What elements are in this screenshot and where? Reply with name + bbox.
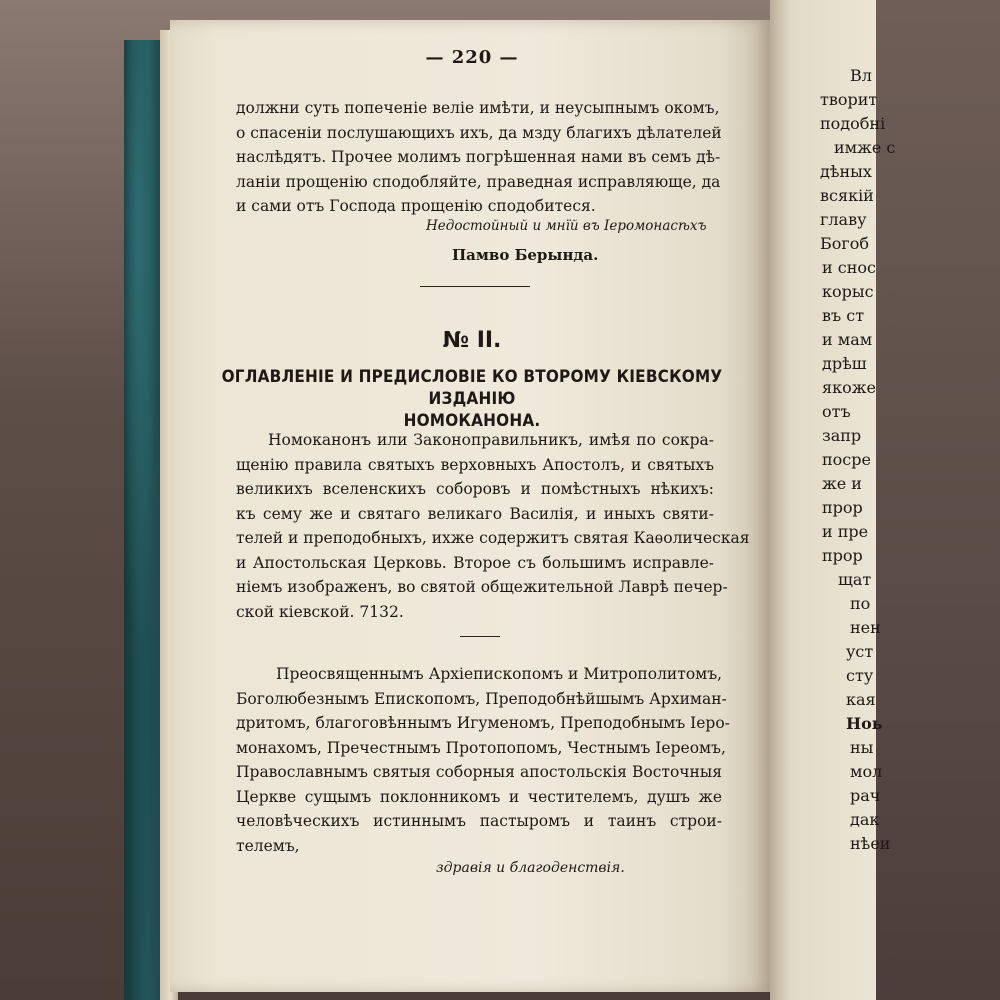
divider: [420, 286, 530, 287]
text-line: Преосвященнымъ Архіепископомъ и Митрополитомъ,: [276, 665, 722, 683]
section-title-line: НОМОКАНОНА.: [403, 411, 541, 431]
text-line: Церкве сущымъ поклонникомъ и честитeлемъ, душъ же: [236, 787, 722, 806]
fragment: Богоб: [820, 234, 870, 253]
text-line: Номоканонъ или Законоправильникъ, имѣя по сокра-: [268, 431, 714, 449]
text-line: монахомъ, Пречестнымъ Протопопомъ, Честнымъ Іереомъ,: [236, 738, 726, 757]
fragment: дрѣш: [822, 354, 867, 373]
fragment: дак: [850, 810, 880, 829]
fragment: прор: [822, 498, 863, 517]
text-line: ской кіевской. 7132.: [236, 602, 404, 621]
text-line: великихъ вселенскихъ соборовъ и помѣстныхъ нѣкихъ:: [236, 480, 714, 498]
fragment: подобні: [820, 114, 886, 133]
fragment: прор: [822, 546, 863, 565]
fragment: же и: [822, 474, 862, 493]
text-line: ніемъ изображенъ, во святой общежительной Лаврѣ печер-: [236, 578, 728, 596]
right-page-fragments: [820, 64, 896, 856]
text-line: человѣческихъ истиннымъ пастыромъ и таинъ строи-: [236, 812, 722, 830]
fragment: дѣных: [820, 162, 872, 181]
fragment: запр: [822, 426, 862, 445]
text-line: наслѣдятъ. Прочее молимъ погрѣшенная нами въ семъ дѣ-: [236, 148, 721, 166]
fragment: щат: [838, 570, 872, 589]
fragment: мол: [850, 762, 883, 781]
text-line: телемъ,: [236, 836, 300, 855]
section-title: [198, 366, 746, 432]
fragment: отъ: [822, 402, 851, 421]
text-line: о спасеніи послушающихъ ихъ, да мзду благихъ дѣлателей: [236, 123, 722, 142]
fragment: якоже: [822, 378, 876, 397]
fragment: главу: [820, 210, 867, 229]
fragment: посре: [822, 450, 871, 469]
fragment: Вл: [850, 66, 872, 85]
text-line: ланіи прощенію сподобляйте, праведная исправляюще, да: [236, 172, 721, 191]
paragraph-nomocanon: [236, 428, 750, 624]
divider-short: [460, 636, 500, 637]
fragment: сту: [846, 666, 874, 685]
text-line: и сами отъ Господа прощенію сподобитеся.: [236, 197, 596, 215]
fragment: всякій: [820, 186, 874, 205]
signature-name: Памво Берында.: [452, 246, 599, 264]
fragment: нѣеи: [850, 834, 891, 853]
paragraph-preface-end: [236, 96, 722, 219]
fragment: Ноь: [846, 714, 883, 733]
fragment: и снос: [822, 258, 876, 277]
text-line: Православнымъ святыя соборныя апостольскія Восточныя: [236, 763, 722, 781]
fragment: ны: [850, 738, 874, 757]
fragment: кая: [846, 690, 876, 709]
text-line: должни суть попеченіе веліе имѣти, и неусыпнымъ окомъ,: [236, 99, 720, 117]
fragment: по: [850, 594, 871, 613]
fragment: творит: [820, 90, 878, 109]
text-line: дритомъ, благоговѣннымъ Игуменомъ, Преподобнымъ Іеро-: [236, 714, 730, 732]
text-line: щенію правила святыхъ верховныхъ Апостолъ, и святыхъ: [236, 455, 714, 474]
section-number: № II.: [442, 328, 502, 353]
signature-line: Недостойный и мнїй въ Іеромонасѣхъ: [426, 218, 707, 234]
page-number: — 220 —: [425, 47, 519, 68]
text-line: и Апостольская Церковь. Второе съ большимъ исправле-: [236, 553, 714, 572]
fragment: уст: [846, 642, 874, 661]
fragment: рач: [850, 786, 881, 805]
left-page-text: [198, 40, 750, 876]
text-line: телей и преподобныхъ, ихже содержитъ святая Каѳолическая: [236, 529, 750, 547]
fragment: имже с: [834, 138, 896, 157]
text-line: Боголюбезнымъ Епископомъ, Преподобнѣйшымъ Архиман-: [236, 689, 727, 708]
paragraph-dedication: [236, 662, 730, 858]
section-title-line: ОГЛАВЛЕНІЕ И ПРЕДИСЛОВІЕ КО ВТОРОМУ КІЕВСКОМУ ИЗДАНІЮ: [221, 367, 723, 409]
fragment: корыс: [822, 282, 874, 301]
fragment: нен: [850, 618, 881, 637]
fragment: и мам: [822, 330, 873, 349]
fragment: и пре: [822, 522, 869, 541]
closing-greeting: здравія и благоденствія.: [436, 860, 625, 876]
text-line: къ сему же и святаго великаго Василія, и иныхъ святи-: [236, 504, 714, 523]
fragment: въ ст: [822, 306, 865, 325]
